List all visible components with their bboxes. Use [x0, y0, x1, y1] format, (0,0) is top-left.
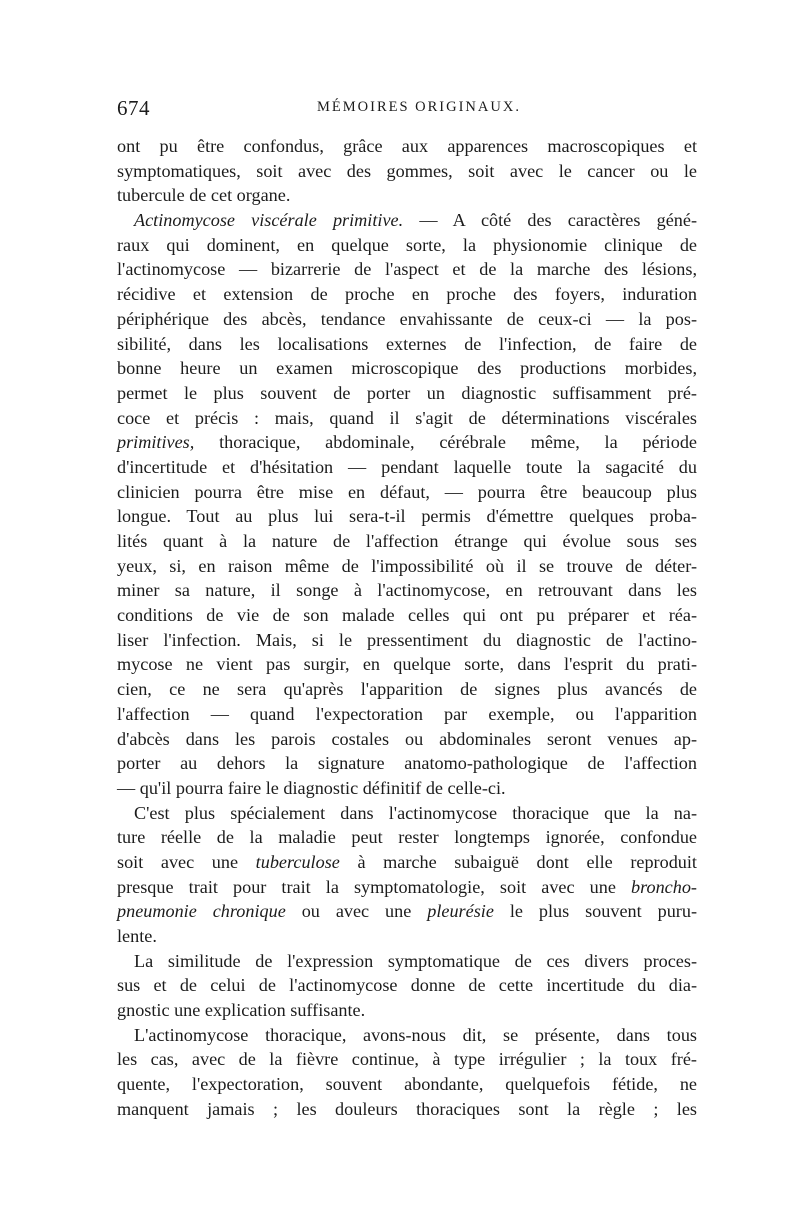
- text-line: quente, l'expectoration, souvent abondante, quelquefois fétide, ne: [117, 1074, 697, 1095]
- text-line: pneumonie chronique ou avec une pleurésie le plus souvent puru-: [117, 901, 697, 922]
- text-line: longue. Tout au plus lui sera-t-il permis d'émettre quelques proba-: [117, 506, 697, 527]
- text-line: ture réelle de la maladie peut rester longtemps ignorée, confondue: [117, 827, 697, 848]
- text-line: l'affection — quand l'expectoration par exemple, ou l'apparition: [117, 703, 697, 724]
- text-line: bonne heure un examen microscopique des productions morbides,: [117, 358, 697, 379]
- italic-phrase: pneumonie chronique: [117, 901, 286, 922]
- text-line: gnostic une explication suffisante.: [117, 1000, 366, 1021]
- text-line: presque trait pour trait la symptomatologie, soit avec une broncho-: [117, 876, 697, 897]
- text-line: yeux, si, en raison même de l'impossibilité où il se trouve de déter-: [117, 555, 697, 576]
- text-line: L'actinomycose thoracique, avons-nous dit, se présente, dans tous: [134, 1024, 697, 1045]
- running-title: MÉMOIRES ORIGINAUX.: [317, 99, 521, 115]
- text-line: l'actinomycose — bizarrerie de l'aspect et de la marche des lésions,: [117, 259, 697, 280]
- text-line: d'incertitude et d'hésitation — pendant laquelle toute la sagacité du: [117, 456, 697, 477]
- text-line: coce et précis : mais, quand il s'agit de déterminations viscérales: [117, 407, 697, 428]
- text-line: clinicien pourra être mise en défaut, — pourra être beaucoup plus: [117, 481, 697, 502]
- italic-phrase: broncho-: [630, 876, 697, 897]
- text-line: lente.: [117, 926, 157, 946]
- text-line: porter au dehors la signature anatomo-pathologique de l'affection: [117, 753, 697, 774]
- text-line: sus et de celui de l'actinomycose donne de cette incertitude du dia-: [117, 975, 697, 996]
- text-line: manquent jamais ; les douleurs thoraciques sont la règle ; les: [117, 1098, 697, 1119]
- italic-phrase: Actinomycose viscérale primitive.: [134, 210, 404, 231]
- italic-phrase: pleurésie: [427, 901, 494, 922]
- text-line: lités quant à la nature de l'affection étrange qui évolue sous ses: [117, 531, 697, 551]
- text-line: conditions de vie de son malade celles qui ont pu préparer et réa-: [117, 605, 697, 626]
- italic-phrase: tuberculose: [255, 851, 340, 872]
- text-line: primitives, thoracique, abdominale, cérébrale même, la période: [117, 432, 697, 453]
- text-line: raux qui dominent, en quelque sorte, la physionomie clinique de: [117, 234, 697, 255]
- text-line: d'abcès dans les parois costales ou abdominales seront venues ap-: [117, 728, 697, 749]
- text-line: La similitude de l'expression symptomatique de ces divers proces-: [134, 950, 697, 971]
- italic-phrase: primitives,: [117, 432, 195, 453]
- text-line: permet le plus souvent de porter un diagnostic suffisamment pré-: [117, 382, 697, 403]
- text-line: sibilité, dans les localisations externes de l'infection, de faire de: [117, 333, 697, 354]
- text-line: C'est plus spécialement dans l'actinomycose thoracique que la na-: [134, 802, 697, 823]
- text-line: Actinomycose viscérale primitive. — A côté des caractères géné-: [134, 210, 698, 231]
- text-line: — qu'il pourra faire le diagnostic définitif de celle-ci.: [117, 777, 506, 798]
- page-number: 674: [117, 96, 150, 120]
- text-line: cien, ce ne sera qu'après l'apparition de signes plus avancés de: [117, 679, 697, 700]
- text-line: ont pu être confondus, grâce aux apparences macroscopiques et: [117, 136, 697, 156]
- text-line: soit avec une tuberculose à marche subaiguë dont elle reproduit: [117, 851, 697, 872]
- page-header: [117, 96, 702, 124]
- text-line: miner sa nature, il songe à l'actinomycose, en retrouvant dans les: [117, 580, 697, 601]
- body-text: [117, 134, 697, 1122]
- text-line: liser l'infection. Mais, si le pressentiment du diagnostic de l'actino-: [117, 629, 697, 650]
- text-line: les cas, avec de la fièvre continue, à type irrégulier ; la toux fré-: [117, 1049, 697, 1070]
- text-line: mycose ne vient pas surgir, en quelque sorte, dans l'esprit du prati-: [117, 654, 697, 675]
- text-line: symptomatiques, soit avec des gommes, soit avec le cancer ou le: [117, 160, 697, 181]
- text-line: périphérique des abcès, tendance envahissante de ceux-ci — la pos-: [117, 308, 697, 329]
- text-line: tubercule de cet organe.: [117, 185, 291, 206]
- text-line: récidive et extension de proche en proche des foyers, induration: [117, 284, 697, 305]
